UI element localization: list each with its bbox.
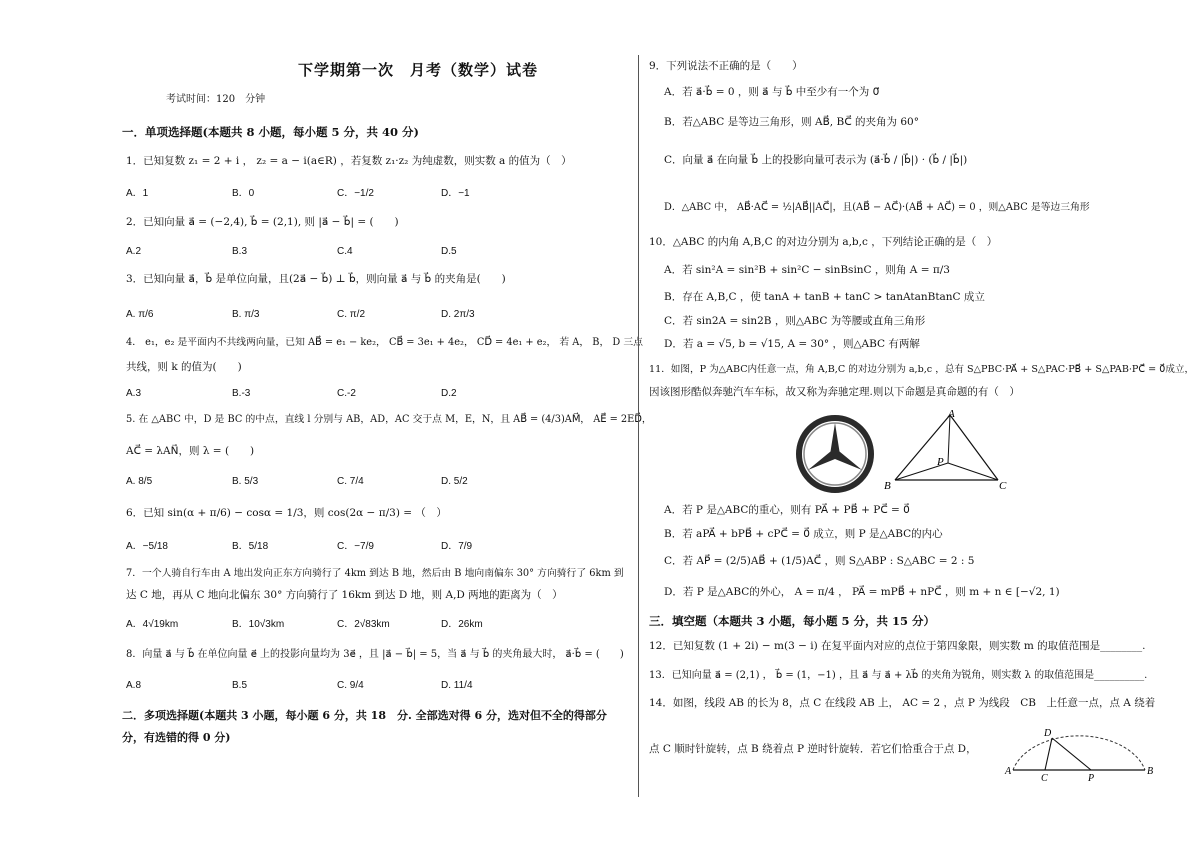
segment-cd (1045, 738, 1052, 770)
column-divider (638, 55, 639, 797)
question-5-line-2: AC⃗ = λAN⃗，则 λ = ( ) (126, 445, 255, 457)
q5-option-d: D. 5/2 (441, 476, 468, 487)
fig-label-c: C (1041, 773, 1048, 782)
question-9: 9．下列说法不正确的是（ ） (649, 60, 803, 72)
question-14-line-2: 点 C 顺时针旋转，点 B 绕着点 P 逆时针旋转．若它们恰重合于点 D， (649, 743, 977, 755)
section-1-heading: 一．单项选择题(本题共 8 小题，每小题 5 分，共 40 分) (122, 125, 419, 139)
q3-option-c: C. π/2 (337, 309, 366, 320)
q11-option-d: D．若 P 是△ABC的外心， A = π/4 ， PA⃗ = mPB⃗ + nPC⃗ ，则 m + n ∈ [−√2, 1) (664, 586, 1060, 598)
exam-time: 考试时间：120 分钟 (166, 94, 266, 105)
arc-dashed (1013, 736, 1145, 770)
question-1: 1．已知复数 z₁ = 2 + i ， z₂ = a − i(a∈R) ，若复数 z₁·z₂ 为纯虚数，则实数 a 的值为（ ） (126, 155, 572, 167)
question-2: 2．已知向量 a⃗ = (−2,4), b⃗ = (2,1), 则 |a⃗ − b⃗| = ( ) (126, 216, 399, 228)
question-12: 12．已知复数 (1 + 2i) − m(3 − i) 在复平面内对应的点位于第四象限，则实数 m 的取值范围是________. (649, 640, 1146, 652)
q11-option-c: C．若 AP⃗ = (2/5)AB⃗ + (1/5)AC⃗ ，则 S△ABP : S△ABC = 2 : 5 (664, 555, 975, 567)
q4-option-a: A.3 (126, 388, 142, 399)
q10-option-b: B．存在 A,B,C ，使 tanA + tanB + tanC > tanAtanBtanC 成立 (664, 291, 985, 303)
question-14-line-1: 14．如图，线段 AB 的长为 8，点 C 在线段 AB 上， AC = 2 ，点 P 为线段 CB 上任意一点，点 A 绕着 (649, 697, 1156, 709)
q9-option-d: D．△ABC 中， AB⃗·AC⃗ = ½|AB⃗||AC⃗|，且(AB⃗ − AC⃗)·(AB⃗ + AC⃗) = 0 ，则△ABC 是等边三角形 (664, 202, 1090, 213)
label-b: B (884, 480, 891, 492)
q1-option-a: A．1 (126, 188, 149, 199)
q8-option-d: D. 11/4 (441, 680, 473, 691)
question-5-line-1: 5. 在 △ABC 中，D 是 BC 的中点，直线 l 分别与 AB，AD，AC 交于点 M，E，N，且 AB⃗ = (4/3)AM⃗， AE⃗ = 2ED⃗， (126, 414, 652, 425)
question-7-line-1: 7．一个人骑自行车由 A 地出发向正东方向骑行了 4km 到达 B 地，然后由 B 地向南偏东 30° 方向骑行了 6km 到 (126, 568, 624, 579)
question-6: 6．已知 sin(α + π/6) − cosα = 1/3，则 cos(2α − π/3) = （ ） (126, 507, 447, 519)
question-8: 8．向量 a⃗ 与 b⃗ 在单位向量 e⃗ 上的投影向量均为 3e⃗ ，且 |a⃗ − b⃗| = 5，当 a⃗ 与 b⃗ 的夹角最大时， a⃗·b⃗ = ( ) (126, 649, 624, 660)
fig-label-d: D (1044, 728, 1052, 739)
q2-option-b: B.3 (232, 246, 248, 257)
question-10: 10．△ABC 的内角 A,B,C 的对边分别为 a,b,c ，下列结论正确的是（ ） (649, 236, 998, 248)
q5-option-b: B. 5/3 (232, 476, 259, 487)
question-3: 3．已知向量 a⃗，b⃗ 是单位向量，且(2a⃗ − b⃗) ⊥ b⃗，则向量 a⃗ 与 b⃗ 的夹角是( ) (126, 273, 506, 285)
q6-option-c: C．−7/9 (337, 541, 374, 552)
section-3-heading: 三．填空题（本题共 3 小题，每小题 5 分，共 15 分） (649, 614, 936, 628)
question-13: 13．已知向量 a⃗ = (2,1) ， b⃗ = (1，−1) ，且 a⃗ 与 a⃗ + λb⃗ 的夹角为锐角，则实数 λ 的取值范围是__________. (649, 670, 1148, 681)
q2-option-a: A.2 (126, 246, 142, 257)
section-2-heading-line-2: 分，有选错的得 0 分) (122, 731, 231, 744)
section-2-heading-line-1: 二．多项选择题(本题共 3 小题，每小题 6 分，共 18 分. 全部选对得 6 分，选对但不全的得部分 (122, 709, 607, 722)
q1-option-c: C．−1/2 (337, 188, 374, 199)
q4-option-c: C.-2 (337, 388, 356, 399)
q8-option-a: A.8 (126, 680, 142, 691)
q1-option-d: D．−1 (441, 188, 470, 199)
segment-pa (948, 415, 950, 463)
triangle-figure (880, 405, 1020, 495)
q10-option-d: D．若 a = √5, b = √15, A = 30° ，则△ABC 有两解 (664, 338, 920, 350)
page-title: 下学期第一次 月考（数学）试卷 (298, 61, 539, 79)
fig-label-p: P (1088, 773, 1095, 782)
side-ac (950, 415, 998, 480)
label-c: C (999, 480, 1007, 492)
q14-figure (1003, 720, 1158, 782)
q6-option-d: D．7/9 (441, 541, 473, 552)
q10-option-c: C．若 sin2A = sin2B ，则△ABC 为等腰或直角三角形 (664, 315, 926, 327)
question-4-line-1: 4． e₁，e₂ 是平面内不共线两向量，已知 AB⃗ = e₁ − ke₂， CB⃗ = 3e₁ + 4e₂， CD⃗ = 4e₁ + e₂， 若 A， B， D 三点 (126, 337, 643, 348)
q7-option-d: D．26km (441, 619, 483, 630)
side-ab (895, 415, 950, 480)
q9-option-c: C．向量 a⃗ 在向量 b⃗ 上的投影向量可表示为 (a⃗·b⃗ / |b⃗|) · (b⃗ / |b⃗|) (664, 154, 968, 166)
question-4-line-2: 共线，则 k 的值为( ) (126, 361, 242, 373)
question-11-line-2: 因该图形酷似奔驰汽车车标，故又称为奔驰定理.则以下命题是真命题的有（ ） (649, 386, 1020, 398)
q3-option-b: B. π/3 (232, 309, 260, 320)
q4-option-b: B.-3 (232, 388, 251, 399)
fig-label-a: A (1005, 766, 1012, 777)
q4-option-d: D.2 (441, 388, 457, 399)
q5-option-c: C. 7/4 (337, 476, 364, 487)
q11-option-b: B．若 aPA⃗ + bPB⃗ + cPC⃗ = 0⃗ 成立，则 P 是△ABC的内心 (664, 528, 943, 540)
q9-option-b: B．若△ABC 是等边三角形，则 AB⃗, BC⃗ 的夹角为 60° (664, 116, 919, 128)
q9-option-a: A．若 a⃗·b⃗ = 0 ，则 a⃗ 与 b⃗ 中至少有一个为 0⃗ (664, 86, 880, 98)
q7-option-a: A．4√19km (126, 619, 179, 630)
q2-option-c: C.4 (337, 246, 353, 257)
q8-option-c: C. 9/4 (337, 680, 364, 691)
q6-option-b: B．5/18 (232, 541, 269, 552)
q7-option-c: C．2√83km (337, 619, 390, 630)
q11-option-a: A．若 P 是△ABC的重心，则有 PA⃗ + PB⃗ + PC⃗ = 0⃗ (664, 504, 910, 516)
fig-label-b: B (1147, 766, 1154, 777)
q5-option-a: A. 8/5 (126, 476, 153, 487)
mercedes-logo-figure (795, 414, 875, 494)
question-11-line-1: 11．如图，P 为△ABC内任意一点，角 A,B,C 的对边分别为 a,b,c ，总有 S△PBC·PA⃗ + S△PAC·PB⃗ + S△PAB·PC⃗ = 0⃗成立， (649, 364, 1195, 375)
q7-option-b: B．10√3km (232, 619, 285, 630)
question-7-line-2: 达 C 地，再从 C 地向北偏东 30° 方向骑行了 16km 到达 D 地，则 A,D 两地的距离为（ ） (126, 589, 563, 601)
q3-option-d: D. 2π/3 (441, 309, 475, 320)
segment-pc (948, 463, 998, 480)
q1-option-b: B．0 (232, 188, 255, 199)
q6-option-a: A．−5/18 (126, 541, 168, 552)
segment-dp (1052, 738, 1091, 770)
label-a: A (948, 408, 955, 420)
q8-option-b: B.5 (232, 680, 248, 691)
label-p: P (937, 456, 944, 468)
q2-option-d: D.5 (441, 246, 457, 257)
q3-option-a: A. π/6 (126, 309, 154, 320)
q10-option-a: A．若 sin²A = sin²B + sin²C − sinBsinC ，则角 A = π/3 (664, 264, 950, 276)
